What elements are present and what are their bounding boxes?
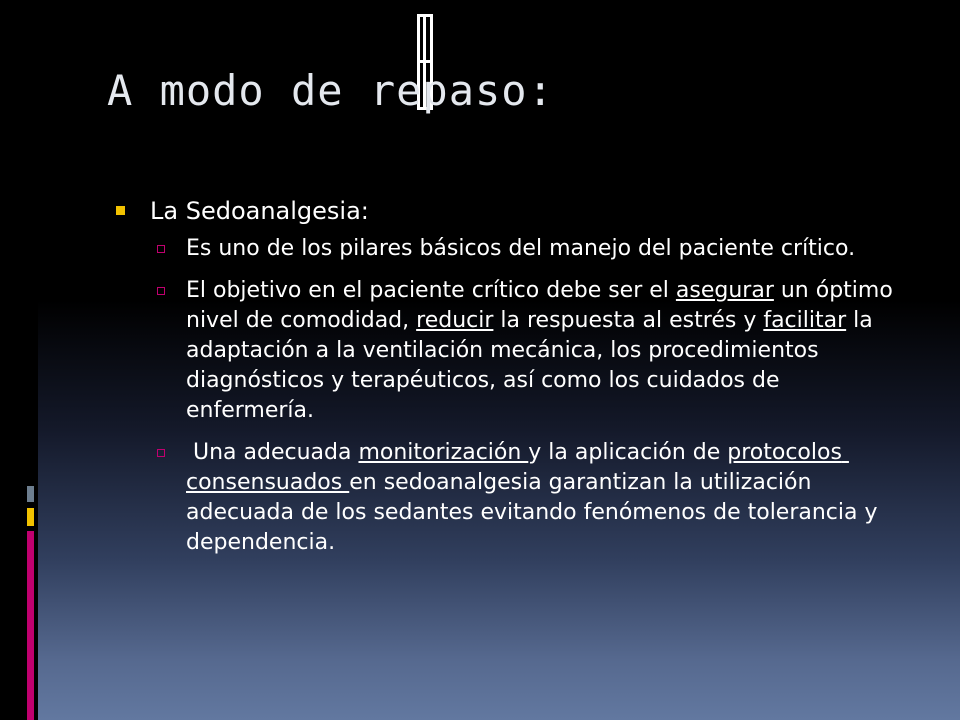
hollow-square-bullet-icon	[157, 449, 165, 457]
accent-bar-grey	[27, 486, 34, 502]
underlined-word: reducir	[416, 308, 494, 333]
sub-bullet-2-text: El objetivo en el paciente crítico debe ser el asegurar un óptimo nivel de comodidad, reducir la respuesta al estrés y facilitar la adaptación a la ventilación mecánica, los procedimientos diagnósticos y terapéuticos, así como los cuidados de enfermería.	[186, 278, 893, 423]
sub-bullet-3-text: Una adecuada monitorización y la aplicación de protocolos consensuados en sedoanalgesia garantizan la utilización adecuada de los sedantes evitando fenómenos de tolerancia y dependencia.	[186, 440, 878, 555]
slide-content	[112, 192, 912, 570]
sub-bullet-1-text: Es uno de los pilares básicos del manejo del paciente crítico.	[186, 236, 856, 261]
underlined-word: monitorización	[358, 440, 529, 465]
underlined-word: protocolos consensuados	[186, 440, 849, 495]
accent-bar-magenta	[27, 531, 34, 720]
sub-bullet-3	[112, 438, 912, 558]
sub-bullet-2	[112, 276, 912, 426]
accent-bar-yellow	[27, 508, 34, 526]
bullet-main	[112, 192, 912, 230]
underlined-word: facilitar	[763, 308, 847, 333]
bullet-main-text: La Sedoanalgesia:	[150, 197, 369, 225]
sub-bullet-1	[112, 234, 912, 264]
slide-title: A modo de repaso:	[107, 66, 554, 115]
underlined-word: asegurar	[675, 278, 774, 303]
square-bullet-icon	[116, 206, 125, 215]
hollow-square-bullet-icon	[157, 287, 165, 295]
hollow-square-bullet-icon	[157, 245, 165, 253]
